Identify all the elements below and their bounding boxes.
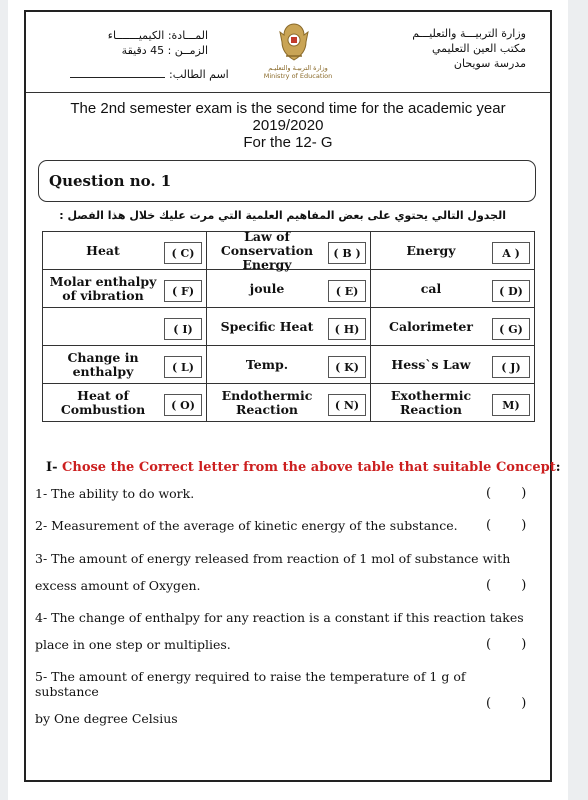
concept-cell [207, 308, 371, 346]
question-3-line1: 3- The amount of energy released from reaction of 1 mol of substance with [35, 551, 511, 566]
question-3-line2: excess amount of Oxygen. [35, 578, 201, 593]
concept-term: Calorimeter [389, 318, 473, 334]
question-5-line2: by One degree Celsius [35, 711, 178, 726]
concept-letter: ( I) [164, 318, 202, 340]
question-5-line1: 5- The amount of energy required to raise the temperature of 1 g of substance [35, 669, 466, 699]
concept-term: Specific Heat [220, 318, 314, 334]
question-2-text: 2- Measurement of the average of kinetic energy of the substance. [35, 518, 458, 533]
question-5 [35, 669, 531, 726]
question-2 [35, 518, 531, 533]
ministry-name-ar: وزارة التربيـة والتعليـم [268, 64, 328, 72]
question-4-line2: place in one step or multiplies. [35, 637, 231, 652]
student-name-label: اسم الطالب: [169, 68, 229, 81]
concept-cell [371, 308, 535, 346]
question-4-line1: 4- The change of enthalpy for any reaction is a constant if this reaction takes [35, 610, 524, 625]
question-4 [35, 610, 531, 652]
exam-title-grade: For the 12- G [243, 134, 333, 151]
student-name-blank [70, 67, 165, 78]
concept-cell [207, 228, 371, 272]
concept-term: Endothermic Reaction [221, 387, 313, 417]
section-colon: : [555, 460, 561, 475]
concept-cell [371, 270, 535, 308]
concept-letter: ( K) [328, 356, 366, 378]
header-divider [26, 92, 550, 93]
section-numeral: I- [46, 460, 58, 475]
concept-term [47, 308, 159, 345]
subject-line: المـــادة: الكيميـــــــاء [107, 29, 208, 42]
section-instruction [46, 460, 561, 475]
concept-row [43, 270, 535, 308]
concept-letter: ( D) [492, 280, 530, 302]
concept-letter: M) [492, 394, 530, 416]
concepts-table [42, 228, 535, 422]
concept-cell [207, 346, 371, 384]
table-intro-ar: الجدول التالي يحتوي على بعض المفاهيم العلمية التي مرت عليك خلال هذا الفصل : [59, 209, 506, 222]
ministry-name-en: Ministry of Education [263, 72, 333, 80]
concept-cell [43, 346, 207, 384]
concept-letter: ( J) [492, 356, 530, 378]
exam-title-year: 2019/2020 [252, 117, 324, 134]
concept-term: joule [249, 280, 285, 296]
time-line: الزمــن : 45 دقيقة [121, 44, 208, 57]
question-1 [35, 486, 531, 501]
concept-cell [371, 346, 535, 384]
concept-row [43, 384, 535, 422]
concept-letter: ( B ) [328, 242, 366, 264]
concept-letter: ( L) [164, 356, 202, 378]
uae-emblem-icon [274, 20, 314, 64]
concept-term: Heat of Combustion [60, 387, 146, 417]
answer-blank-3[interactable]: ( ) [486, 578, 527, 593]
header-school-line: مدرسة سويحان [453, 57, 526, 70]
concept-term: Exothermic Reaction [390, 387, 472, 417]
concept-cell [207, 270, 371, 308]
concept-term: Energy [406, 242, 456, 258]
answer-blank-4[interactable]: ( ) [486, 637, 527, 652]
ministry-logo-text [252, 64, 344, 80]
question-number-label: Question no. 1 [49, 172, 172, 190]
header-ministry-line: وزارة التربيـــة والتعليـــم [412, 27, 526, 40]
concept-term: Law of Conservation Energy [220, 228, 314, 272]
header-school-info [412, 26, 526, 71]
concept-letter: ( G) [492, 318, 530, 340]
concept-letter: ( F) [164, 280, 202, 302]
concept-cell [43, 308, 207, 346]
concept-letter: A ) [492, 242, 530, 264]
exam-title [38, 100, 538, 151]
concept-row [43, 232, 535, 270]
concept-term: cal [420, 280, 442, 296]
concept-row [43, 346, 535, 384]
concept-cell [371, 232, 535, 270]
concept-cell [371, 384, 535, 422]
concept-row [43, 308, 535, 346]
header-exam-info [88, 28, 208, 58]
exam-page [8, 0, 568, 800]
concept-term: Change in enthalpy [67, 349, 139, 379]
question-number-box [38, 160, 536, 202]
question-1-text: 1- The ability to do work. [35, 486, 195, 501]
answer-blank-2[interactable]: ( ) [486, 518, 527, 533]
answer-blank-1[interactable]: ( ) [486, 486, 527, 501]
concept-term: Molar enthalpy of vibration [49, 273, 157, 303]
concept-term: Heat [86, 242, 120, 258]
concept-letter: ( N) [328, 394, 366, 416]
concept-cell [207, 384, 371, 422]
concept-term: Temp. [245, 356, 289, 372]
concept-cell [43, 232, 207, 270]
section-text: Chose the Correct letter from the above table that suitable Concept [62, 460, 556, 475]
header-office-line: مكتب العين التعليمي [431, 42, 526, 55]
concept-letter: ( E) [328, 280, 366, 302]
student-name-field [70, 67, 229, 81]
concept-letter: ( C) [164, 242, 202, 264]
exam-title-line1: The 2nd semester exam is the second time for the academic year [70, 100, 506, 117]
concept-letter: ( O) [164, 394, 202, 416]
concept-letter: ( H) [328, 318, 366, 340]
concept-term: Hess`s Law [391, 356, 471, 372]
answer-blank-5[interactable]: ( ) [486, 696, 527, 711]
concept-cell [43, 384, 207, 422]
concept-cell [43, 270, 207, 308]
question-3 [35, 551, 531, 593]
